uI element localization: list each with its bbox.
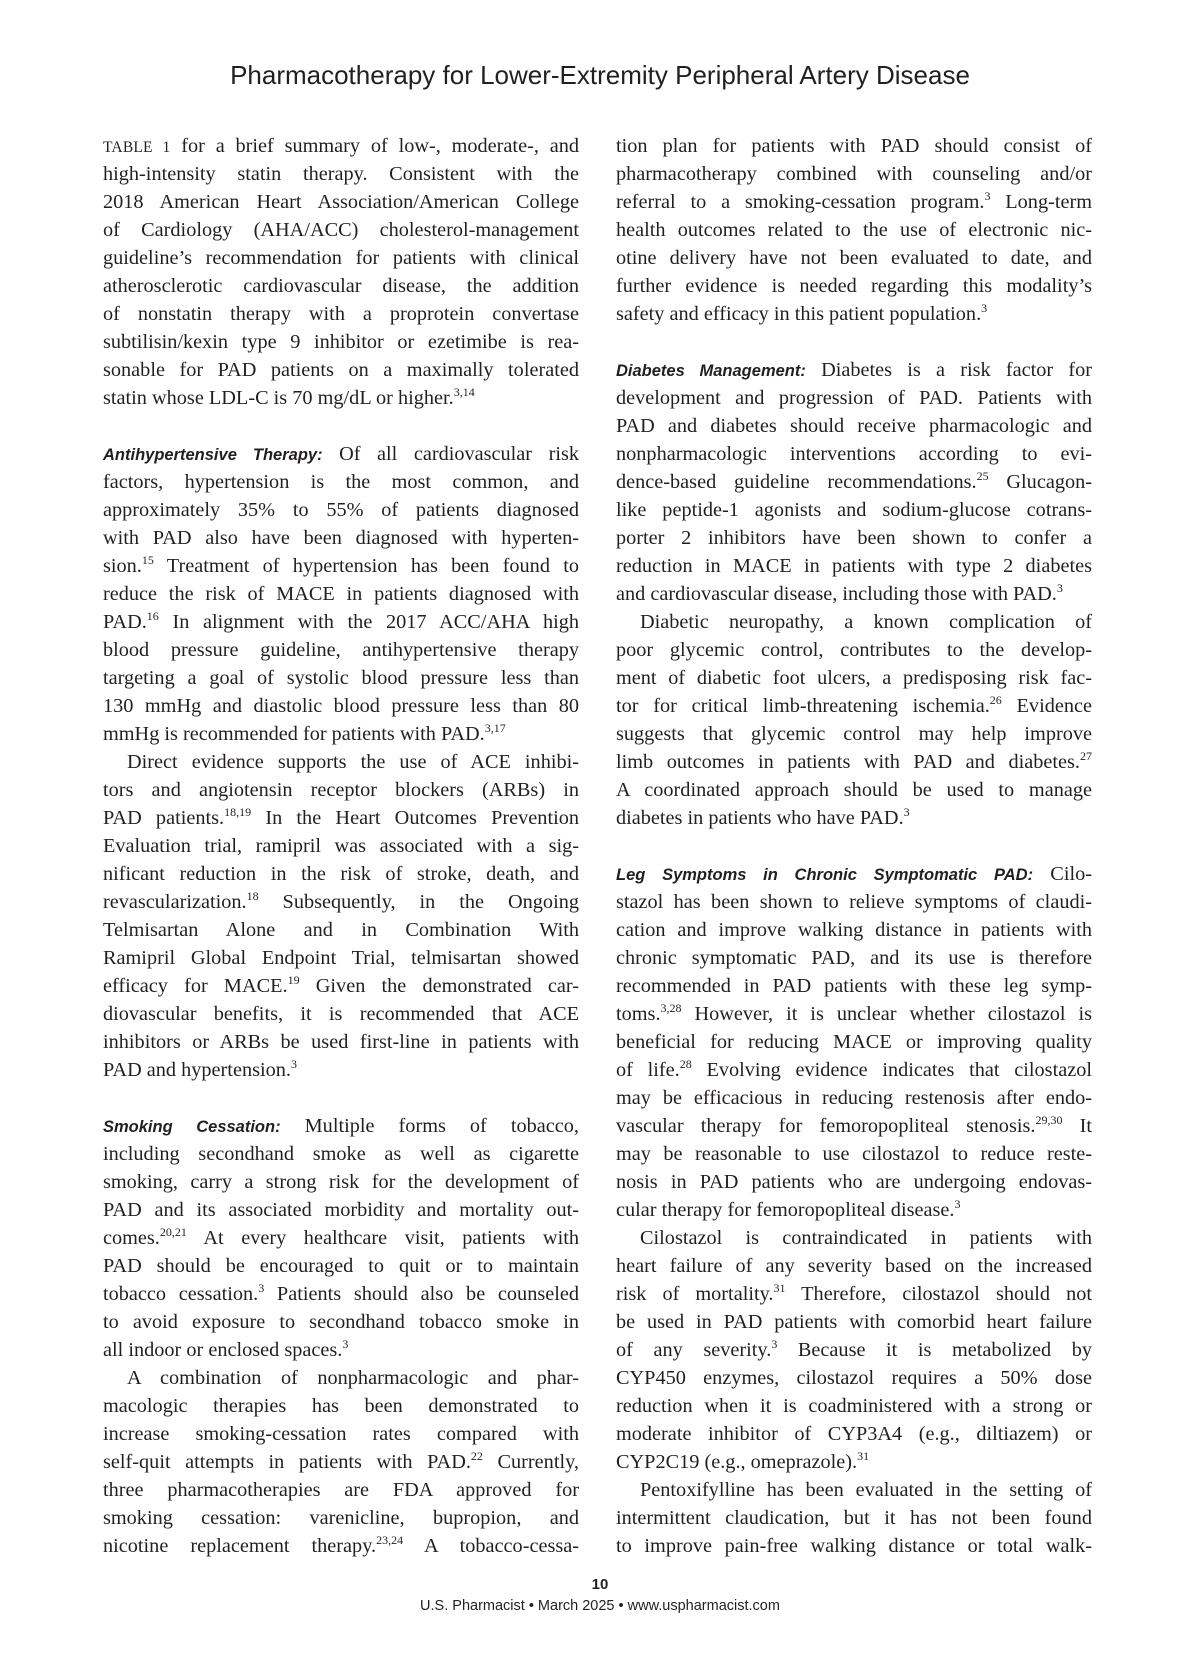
text-line: targeting a goal of systolic blood pressure less than xyxy=(103,667,579,689)
text-line: diovascular benefits, it is recommended that ACE xyxy=(103,1003,579,1025)
text-line: recommended in PAD patients with these leg symp- xyxy=(616,975,1092,997)
text-line: atherosclerotic cardiovascular disease, the addition xyxy=(103,275,579,297)
text-line: TABLE 1 for a brief summary of low-, moderate-, and xyxy=(103,135,579,157)
text-line: including secondhand smoke as well as cigarette xyxy=(103,1143,579,1165)
text-line: PAD and diabetes should receive pharmacologic and xyxy=(616,415,1092,437)
citation-superscript: 3 xyxy=(954,1197,961,1211)
text-line: Direct evidence supports the use of ACE inhibi- xyxy=(127,751,579,773)
text-line: risk of mortality.$^{31}$ Therefore, cilostazol should not xyxy=(616,1281,1093,1305)
text-line: Diabetic neuropathy, a known complication of xyxy=(640,611,1092,633)
text-line: poor glycemic control, contributes to the develop- xyxy=(616,639,1092,661)
text-line: cation and improve walking distance in patients with xyxy=(616,919,1092,941)
section-heading-line: Smoking Cessation: Multiple forms of tobacco, xyxy=(103,1115,579,1137)
citation-superscript: 16 xyxy=(146,609,159,623)
text-line: moderate inhibitor of CYP3A4 (e.g., diltiazem) or xyxy=(616,1423,1092,1445)
section-heading: Leg Symptoms in Chronic Symptomatic PAD: xyxy=(616,866,1034,884)
text-line: like peptide-1 agonists and sodium-glucose cotrans- xyxy=(616,499,1092,521)
text-line: with PAD also have been diagnosed with hyperten- xyxy=(103,527,579,549)
citation-superscript: 31 xyxy=(773,1281,786,1295)
citation-superscript: 23,24 xyxy=(376,1533,404,1547)
text-line: macologic therapies has been demonstrated to xyxy=(103,1395,579,1417)
section-heading: Diabetes Management: xyxy=(616,362,806,380)
citation-superscript: 3,17 xyxy=(484,721,506,735)
text-line: beneficial for reducing MACE or improving quality xyxy=(616,1031,1092,1053)
citation-superscript: 3 xyxy=(1056,581,1063,595)
text-line: development and progression of PAD. Patients with xyxy=(616,387,1092,409)
text-line: nicotine replacement therapy.$^{23,24}$ A tobacco-cessa- xyxy=(103,1533,579,1557)
left-text-column xyxy=(103,132,579,1560)
text-line: factors, hypertension is the most common, and xyxy=(103,471,579,493)
table-reference: TABLE 1 xyxy=(103,139,171,156)
text-line: diabetes in patients who have PAD.$^3$ xyxy=(616,805,910,829)
text-line: A combination of nonpharmacologic and phar- xyxy=(127,1367,579,1389)
text-line: and cardiovascular disease, including those with PAD.$^3$ xyxy=(616,581,1063,605)
text-line: tor for critical limb-threatening ischemia.$^{26}$ Evidence xyxy=(616,693,1092,717)
blank-line xyxy=(616,328,1092,356)
section-heading-line: Diabetes Management: Diabetes is a risk factor for xyxy=(616,359,1092,381)
citation-superscript: 20,21 xyxy=(159,1225,187,1239)
citation-superscript: 3 xyxy=(342,1337,349,1351)
citation-superscript: 15 xyxy=(141,553,154,567)
text-line: inhibitors or ARBs be used first-line in patients with xyxy=(103,1031,579,1053)
text-line: A coordinated approach should be used to manage xyxy=(616,779,1092,801)
citation-superscript: 3 xyxy=(903,805,910,819)
text-line: PAD patients.$^{18,19}$ In the Heart Outcomes Prevention xyxy=(103,805,580,829)
text-line: vascular therapy for femoropopliteal stenosis.$^{29,30}$ It xyxy=(616,1113,1092,1137)
text-line: may be efficacious in reducing restenosis after endo- xyxy=(616,1087,1092,1109)
text-line: of life.$^{28}$ Evolving evidence indicates that cilostazol xyxy=(616,1057,1092,1081)
citation-superscript: 3,14 xyxy=(453,385,475,399)
page-number: 10 xyxy=(591,1576,609,1593)
text-line: of Cardiology (AHA/ACC) cholesterol-management xyxy=(103,219,579,241)
text-line: of nonstatin therapy with a proprotein convertase xyxy=(103,303,579,325)
text-line: Pentoxifylline has been evaluated in the setting of xyxy=(640,1479,1092,1501)
text-line: PAD and its associated morbidity and mortality out- xyxy=(103,1199,579,1221)
text-line: limb outcomes in patients with PAD and diabetes.$^{27}$ xyxy=(616,749,1092,773)
text-line: nosis in PAD patients who are undergoing endovas- xyxy=(616,1171,1092,1193)
section-heading-line: Antihypertensive Therapy: Of all cardiovascular risk xyxy=(103,443,579,465)
right-text-column xyxy=(616,132,1092,1560)
text-line: PAD should be encouraged to quit or to maintain xyxy=(103,1255,579,1277)
text-line: health outcomes related to the use of electronic nic- xyxy=(616,219,1092,241)
text-line: subtilisin/kexin type 9 inhibitor or ezetimibe is rea- xyxy=(103,331,579,353)
text-line: stazol has been shown to relieve symptoms of claudi- xyxy=(616,891,1092,913)
citation-superscript: 27 xyxy=(1080,749,1092,763)
citation-superscript: 3 xyxy=(290,1057,297,1071)
text-line: blood pressure guideline, antihypertensive therapy xyxy=(103,639,579,661)
text-line: Evaluation trial, ramipril was associated with a sig- xyxy=(103,835,579,857)
text-line: sion.$^{15}$ Treatment of hypertension has been found to xyxy=(103,553,579,577)
text-line: Cilostazol is contraindicated in patients with xyxy=(640,1227,1092,1249)
text-line: CYP2C19 (e.g., omeprazole).$^{31}$ xyxy=(616,1449,870,1473)
text-line: of any severity.$^3$ Because it is metabolized by xyxy=(616,1337,1092,1361)
citation-superscript: 28 xyxy=(679,1057,692,1071)
blank-line xyxy=(616,832,1092,860)
text-line: approximately 35% to 55% of patients diagnosed xyxy=(103,499,579,521)
section-heading: Antihypertensive Therapy: xyxy=(103,446,323,464)
citation-superscript: 26 xyxy=(989,693,1002,707)
citation-superscript: 3 xyxy=(984,189,991,203)
blank-line xyxy=(103,412,579,440)
text-line: revascularization.$^{18}$ Subsequently, in the Ongoing xyxy=(103,889,579,913)
text-line: may be reasonable to use cilostazol to reduce reste- xyxy=(616,1143,1092,1165)
text-line: smoking, carry a strong risk for the development of xyxy=(103,1171,579,1193)
citation-superscript: 18,19 xyxy=(224,805,252,819)
text-line: self-quit attempts in patients with PAD.$^{22}$ Currently, xyxy=(103,1449,579,1473)
citation-superscript: 19 xyxy=(287,973,300,987)
text-line: porter 2 inhibitors have been shown to confer a xyxy=(616,527,1092,549)
text-line: be used in PAD patients with comorbid heart failure xyxy=(616,1311,1092,1333)
text-line: increase smoking-cessation rates compared with xyxy=(103,1423,579,1445)
footer-publication: U.S. Pharmacist • March 2025 • www.uspharmacist.com xyxy=(420,1598,780,1614)
citation-superscript: 3,28 xyxy=(660,1001,682,1015)
text-line: comes.$^{20,21}$ At every healthcare visit, patients with xyxy=(103,1225,579,1249)
section-heading: Smoking Cessation: xyxy=(103,1118,281,1136)
text-line: referral to a smoking-cessation program.$^3$ Long-term xyxy=(616,189,1093,213)
text-line: efficacy for MACE.$^{19}$ Given the demonstrated car- xyxy=(103,973,579,997)
text-line: tors and angiotensin receptor blockers (ARBs) in xyxy=(103,779,579,801)
text-line: chronic symptomatic PAD, and its use is therefore xyxy=(616,947,1092,969)
text-line: to improve pain-free walking distance or total walk- xyxy=(616,1535,1092,1557)
citation-superscript: 31 xyxy=(857,1449,870,1463)
text-line: smoking cessation: varenicline, bupropion, and xyxy=(103,1507,579,1529)
text-line: tion plan for patients with PAD should consist of xyxy=(616,135,1092,157)
section-heading-line: Leg Symptoms in Chronic Symptomatic PAD: Cilo- xyxy=(616,863,1092,885)
text-line: ment of diabetic foot ulcers, a predisposing risk fac- xyxy=(616,667,1092,689)
text-line: dence-based guideline recommendations.$^{25}$ Glucagon- xyxy=(616,469,1092,493)
citation-superscript: 3 xyxy=(258,1281,265,1295)
running-header-title: Pharmacotherapy for Lower-Extremity Peripheral Artery Disease xyxy=(230,60,970,90)
text-line: Telmisartan Alone and in Combination With xyxy=(103,919,579,941)
text-line: reduce the risk of MACE in patients diagnosed with xyxy=(103,583,579,605)
text-line: PAD.$^{16}$ In alignment with the 2017 ACC/AHA high xyxy=(103,609,579,633)
citation-superscript: 18 xyxy=(246,889,259,903)
text-line: otine delivery have not been evaluated to date, and xyxy=(616,247,1092,269)
text-line: further evidence is needed regarding this modality’s xyxy=(616,275,1092,297)
text-line: reduction in MACE in patients with type 2 diabetes xyxy=(616,555,1092,577)
text-line: guideline’s recommendation for patients with clinical xyxy=(103,247,579,269)
text-line: PAD and hypertension.$^3$ xyxy=(103,1057,297,1081)
text-line: three pharmacotherapies are FDA approved for xyxy=(103,1479,579,1501)
text-line: nonpharmacologic interventions according to evi- xyxy=(616,443,1092,465)
text-line: mmHg is recommended for patients with PAD.$^{3,17}$ xyxy=(103,721,506,745)
citation-superscript: 22 xyxy=(470,1449,483,1463)
text-line: sonable for PAD patients on a maximally tolerated xyxy=(103,359,579,381)
text-line: pharmacotherapy combined with counseling and/or xyxy=(616,163,1092,185)
text-line: tobacco cessation.$^3$ Patients should also be counseled xyxy=(103,1281,580,1305)
citation-superscript: 3 xyxy=(771,1337,778,1351)
text-line: 2018 American Heart Association/American College xyxy=(103,191,579,213)
citation-superscript: 25 xyxy=(976,469,989,483)
text-line: Ramipril Global Endpoint Trial, telmisartan showed xyxy=(103,947,579,969)
text-line: intermittent claudication, but it has not been found xyxy=(616,1507,1092,1529)
text-line: reduction when it is coadministered with a strong or xyxy=(616,1395,1092,1417)
text-line: cular therapy for femoropopliteal disease.$^3$ xyxy=(616,1197,961,1221)
text-line: CYP450 enzymes, cilostazol requires a 50% dose xyxy=(616,1367,1092,1389)
citation-superscript: 3 xyxy=(981,301,988,315)
citation-superscript: 29,30 xyxy=(1035,1113,1063,1127)
text-line: nificant reduction in the risk of stroke, death, and xyxy=(103,863,579,885)
text-line: toms.$^{3,28}$ However, it is unclear whether cilostazol is xyxy=(616,1001,1092,1025)
text-line: to avoid exposure to secondhand tobacco smoke in xyxy=(103,1311,579,1333)
blank-line xyxy=(103,1084,579,1112)
text-line: statin whose LDL-C is 70 mg/dL or higher.$^{3,14}$ xyxy=(103,385,475,409)
text-line: suggests that glycemic control may help improve xyxy=(616,723,1092,745)
text-line: heart failure of any severity based on the increased xyxy=(616,1255,1092,1277)
text-line: 130 mmHg and diastolic blood pressure less than 80 xyxy=(103,695,579,717)
text-line: all indoor or enclosed spaces.$^3$ xyxy=(103,1337,349,1361)
text-line: safety and efficacy in this patient population.$^3$ xyxy=(616,301,988,325)
text-line: high-intensity statin therapy. Consistent with the xyxy=(103,163,579,185)
